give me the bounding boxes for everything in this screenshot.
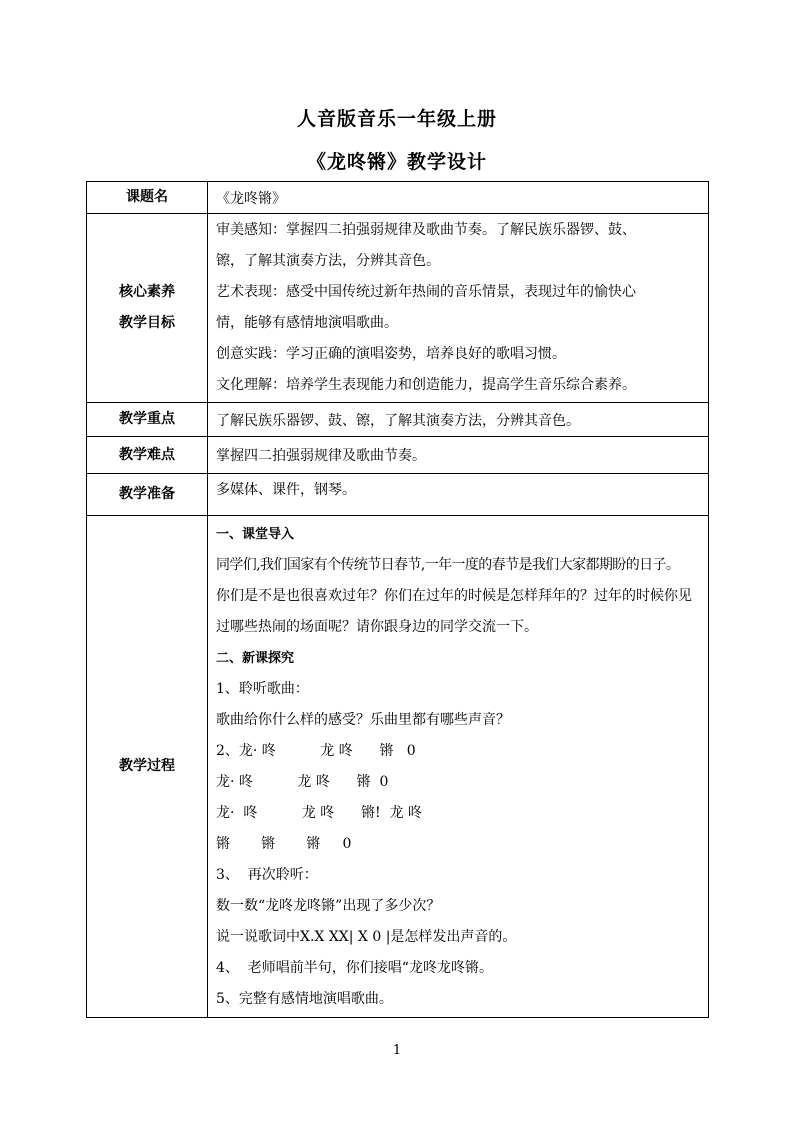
process-line: 4、 老师唱前半句，你们接唱“龙咚龙咚锵。 <box>216 960 493 976</box>
rhythm-line: 2、龙· 咚 龙 咚 锵 0 <box>216 743 416 759</box>
process-line: 同学们,我们国家有个传统节日春节,一年一度的春节是我们大家都期盼的日子。 <box>216 557 680 573</box>
preparation-label: 教学准备 <box>87 474 208 516</box>
table-row-goals <box>87 214 709 403</box>
document-subtitle: 《龙咚锵》教学设计 <box>306 151 487 173</box>
process-line: 你们是不是也很喜欢过年？你们在过年的时候是怎样拜年的？过年的时候你见 <box>216 588 692 604</box>
difficulties-value: 掌握四二拍强弱规律及歌曲节奏。 <box>208 437 709 474</box>
process-line: 歌曲给你什么样的感受？乐曲里都有哪些声音？ <box>216 712 510 728</box>
goals-label-line-1: 核心素养 <box>119 284 175 300</box>
key-points-label: 教学重点 <box>87 403 208 437</box>
key-points-value: 了解民族乐器锣、鼓、镲，了解其演奏方法，分辨其音色。 <box>208 403 709 437</box>
goals-line: 镲，了解其演奏方法，分辨其音色。 <box>216 253 440 269</box>
process-line: 3、 再次聆听： <box>216 867 318 883</box>
rhythm-line: 龙· 咚 龙 咚 锵 0 <box>216 774 389 790</box>
goals-line: 艺术表现：感受中国传统过新年热闹的音乐情景，表现过年的愉快心 <box>216 284 636 300</box>
lesson-plan-table <box>86 181 709 1018</box>
goals-label-line-2: 教学目标 <box>119 315 175 331</box>
process-line: 说一说歌词中X.X XX| X 0 |是怎样发出声音的。 <box>216 929 517 945</box>
goals-line: 审美感知：掌握四二拍强弱规律及歌曲节奏。了解民族乐器锣、鼓、 <box>216 222 636 238</box>
process-content <box>208 516 709 1018</box>
process-line: 过哪些热闹的场面呢？请你跟身边的同学交流一下。 <box>216 619 538 635</box>
process-section-heading: 一、课堂导入 <box>216 527 295 542</box>
difficulties-label: 教学难点 <box>87 437 208 474</box>
process-line: 1、聆听歌曲： <box>216 681 309 697</box>
process-line: 5、完整有感情地演唱歌曲。 <box>216 991 393 1007</box>
topic-label: 课题名 <box>87 182 208 214</box>
goals-line: 文化理解：培养学生表现能力和创造能力，提高学生音乐综合素养。 <box>216 377 636 393</box>
rhythm-line: 龙· 咚 龙 咚 锵! 龙 咚 <box>216 805 422 821</box>
goals-line: 创意实践：学习正确的演唱姿势，培养良好的歌唱习惯。 <box>216 346 566 362</box>
document-title: 人音版音乐一年级上册 <box>296 108 497 130</box>
goals-label <box>87 214 208 403</box>
preparation-value: 多媒体、课件，钢琴。 <box>208 474 709 516</box>
process-label: 教学过程 <box>87 516 208 1018</box>
goals-line: 情，能够有感情地演唱歌曲。 <box>216 315 398 331</box>
table-row-process <box>87 516 709 1018</box>
topic-value: 《龙咚锵》 <box>208 182 709 214</box>
rhythm-line: 锵 锵 锵 0 <box>216 836 352 852</box>
goals-content <box>208 214 709 403</box>
table-row-topic <box>87 182 709 214</box>
table-row-key-points <box>87 403 709 437</box>
process-section-heading: 二、新课探究 <box>216 651 295 666</box>
process-line: 数一数“龙咚龙咚锵”出现了多少次？ <box>216 898 441 914</box>
table-row-difficulties <box>87 437 709 474</box>
table-row-preparation <box>87 474 709 516</box>
page-number: 1 <box>392 1043 402 1058</box>
